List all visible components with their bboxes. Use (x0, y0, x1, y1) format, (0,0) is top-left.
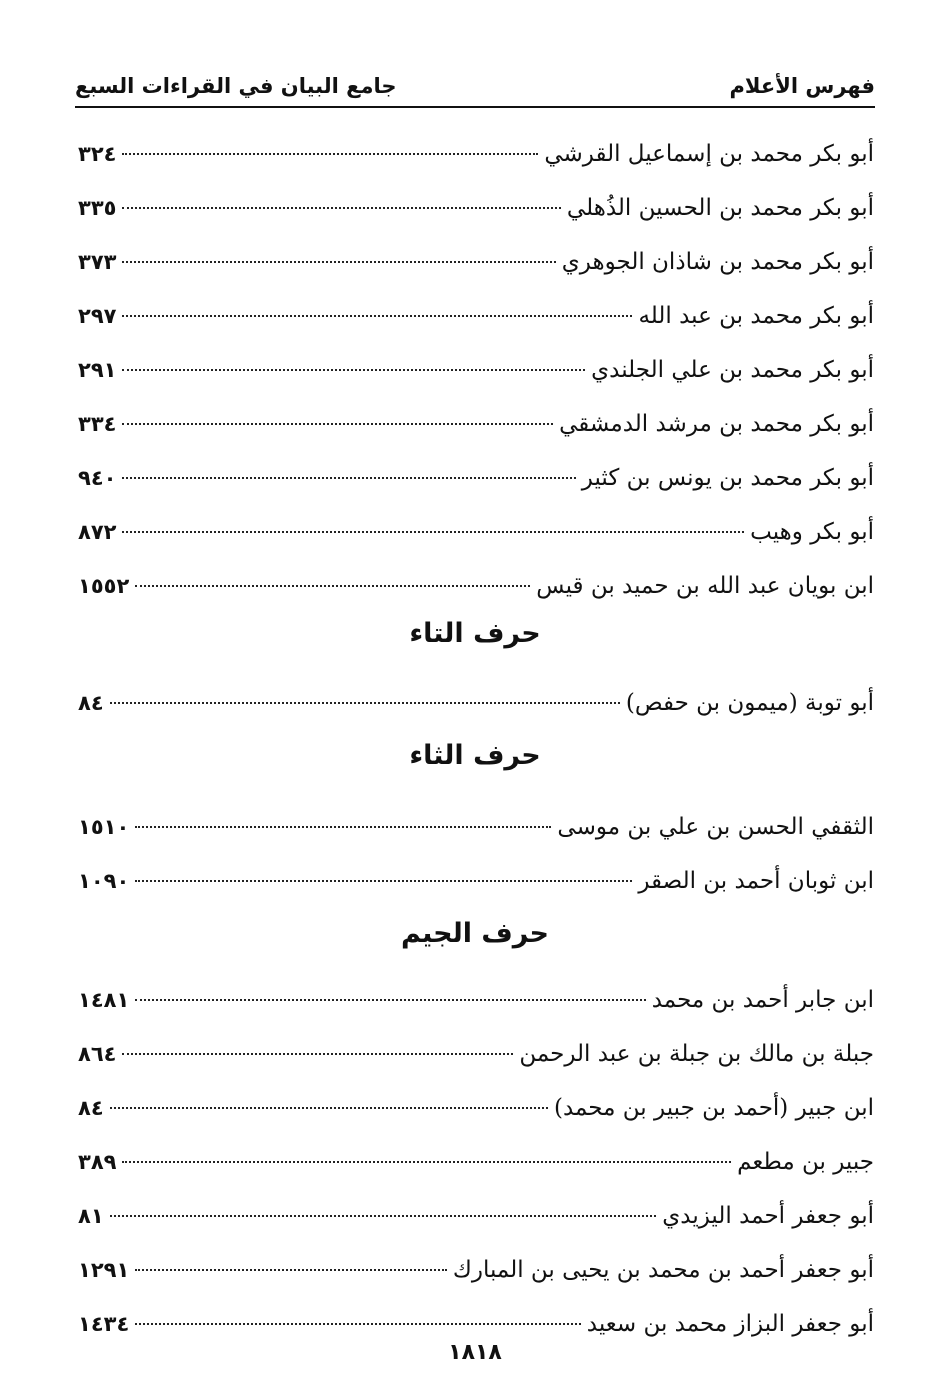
index-entry (78, 397, 874, 451)
entry-name: ابن جبير (أحمد بن جبير بن محمد) (553, 1095, 874, 1121)
entry-name: أبو بكر وهيب (750, 519, 874, 545)
entry-name: ابن جابر أحمد بن محمد (651, 987, 874, 1013)
leader-dots (135, 880, 632, 882)
index-entry (78, 181, 874, 235)
index-entry (78, 1027, 874, 1081)
entry-name: الثقفي الحسن بن علي بن موسى (557, 814, 874, 840)
entry-name: أبو جعفر أحمد بن محمد بن يحيى بن المبارك (452, 1257, 874, 1283)
leader-dots (122, 153, 538, 155)
leader-dots (110, 1215, 657, 1217)
index-entry (78, 800, 874, 854)
section-heading: حرف الثاء (409, 740, 541, 771)
index-entry (78, 1081, 874, 1135)
index-section-0 (78, 127, 874, 613)
index-entry (78, 973, 874, 1027)
leader-dots (122, 261, 555, 263)
leader-dots (135, 999, 645, 1001)
index-entry (78, 127, 874, 181)
entry-page: ٣٧٣ (78, 250, 117, 274)
entry-page: ٨٦٤ (78, 1042, 117, 1066)
entry-name: أبو جعفر البزاز محمد بن سعيد (586, 1311, 874, 1337)
index-section-2 (78, 800, 874, 908)
section-heading: حرف الجيم (400, 918, 550, 949)
entry-page: ٨٤ (78, 691, 104, 715)
header-index-title: فهرس الأعلام (729, 74, 875, 98)
leader-dots (122, 1053, 513, 1055)
section-heading: حرف التاء (409, 618, 541, 649)
index-entry (78, 1189, 874, 1243)
leader-dots (122, 207, 560, 209)
entry-name: ابن بويان عبد الله بن حميد بن قيس (536, 573, 874, 599)
entry-name: أبو بكر محمد بن يونس بن كثير (581, 465, 874, 491)
entry-name: أبو بكر محمد بن الحسين الذُهلي (566, 195, 874, 221)
entry-name: أبو بكر محمد بن علي الجلندي (591, 357, 874, 383)
index-entry (78, 289, 874, 343)
entry-page: ٢٩٧ (78, 304, 117, 328)
entry-page: ١٤٨١ (78, 988, 130, 1012)
entry-name: جبلة بن مالك بن جبلة بن عبد الرحمن (519, 1041, 874, 1067)
header-book-title: جامع البيان في القراءات السبع (75, 74, 397, 98)
leader-dots (122, 423, 553, 425)
entry-page: ١٤٣٤ (78, 1312, 130, 1336)
index-entry (78, 854, 874, 908)
leader-dots (110, 1107, 548, 1109)
index-entry (78, 343, 874, 397)
leader-dots (122, 477, 575, 479)
leader-dots (122, 1161, 731, 1163)
index-section-3 (78, 973, 874, 1351)
entry-page: ٨٧٢ (78, 520, 117, 544)
index-entry (78, 235, 874, 289)
entry-page: ٨١ (78, 1204, 104, 1228)
entry-name: جبير بن مطعم (737, 1149, 874, 1175)
entry-page: ٩٤٠ (78, 466, 117, 490)
entry-page: ٣٨٩ (78, 1150, 117, 1174)
leader-dots (122, 369, 585, 371)
entry-name: أبو بكر محمد بن مرشد الدمشقي (559, 411, 874, 437)
index-entry (78, 559, 874, 613)
leader-dots (122, 315, 632, 317)
leader-dots (110, 702, 620, 704)
leader-dots (135, 1323, 580, 1325)
entry-name: أبو توبة (ميمون بن حفص) (625, 690, 874, 716)
index-entry (78, 1243, 874, 1297)
entry-name: أبو بكر محمد بن عبد الله (638, 303, 874, 329)
index-entry (78, 1135, 874, 1189)
entry-page: ١٠٩٠ (78, 869, 130, 893)
entry-name: أبو بكر محمد بن شاذان الجوهري (561, 249, 874, 275)
running-header (75, 66, 875, 108)
index-entry (78, 505, 874, 559)
index-entry (78, 676, 874, 730)
leader-dots (135, 585, 530, 587)
entry-name: أبو بكر محمد بن إسماعيل القرشي (544, 141, 874, 167)
entry-page: ١٢٩١ (78, 1258, 130, 1282)
entry-page: ١٥١٠ (78, 815, 130, 839)
entry-page: ٣٣٤ (78, 412, 117, 436)
index-entry (78, 451, 874, 505)
entry-page: ١٥٥٢ (78, 574, 130, 598)
entry-name: أبو جعفر أحمد اليزيدي (662, 1203, 874, 1229)
entry-page: ٣٣٥ (78, 196, 117, 220)
entry-name: ابن ثوبان أحمد بن الصقر (638, 868, 874, 894)
entry-page: ٢٩١ (78, 358, 117, 382)
entry-page: ٨٤ (78, 1096, 104, 1120)
entry-page: ٣٢٤ (78, 142, 117, 166)
leader-dots (135, 826, 551, 828)
index-section-1 (78, 676, 874, 730)
page-number: ١٨١٨ (448, 1340, 502, 1365)
leader-dots (122, 531, 744, 533)
leader-dots (135, 1269, 447, 1271)
